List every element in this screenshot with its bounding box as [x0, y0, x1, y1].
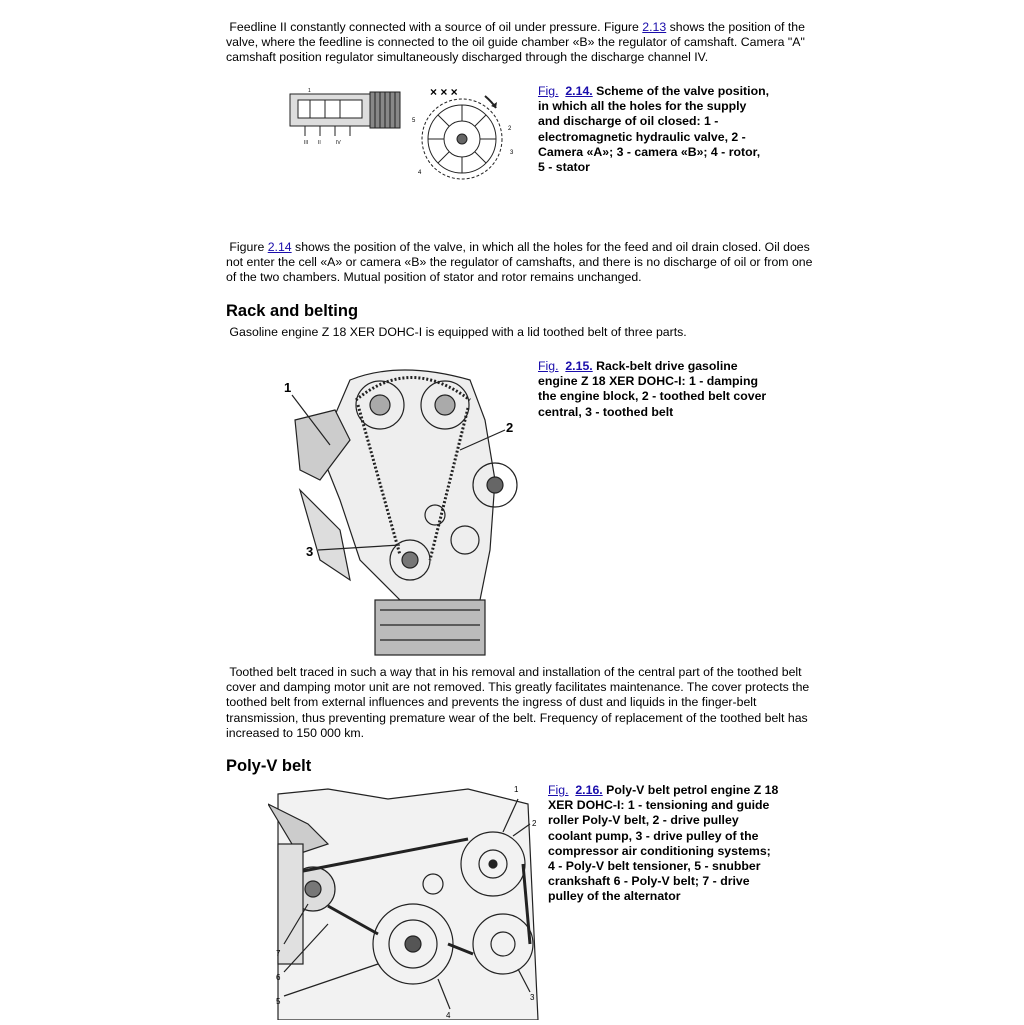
paragraph-text: shows the position of the valve, where the feedline is connected to the oil guide chamber «B» the regulator of camshaft. Camera "A" camshaft position regulator simultaneously discharged through the discharge channel IV. — [226, 20, 805, 65]
figure-link-label[interactable]: Fig. — [538, 84, 559, 98]
paragraph-text: Toothed belt traced in such a way that in his removal and installation of the central part of the toothed belt cover and damping motor unit are not removed. This greatly facilitates maintenance. The cover protects the toothed belt from external influences and prevents the ingress of dust and liquids in the finger-belt transmission, thus preventing premature wear of the belt. Frequency of replacement of the toothed belt has increased to 150 000 km. — [226, 665, 810, 740]
section-heading-rack: Rack and belting — [226, 302, 359, 320]
paragraph-feedline — [226, 20, 826, 66]
paragraph-rack-intro — [226, 325, 826, 340]
section-heading-polyv: Poly-V belt — [226, 757, 312, 775]
figure-2-15-caption — [538, 359, 768, 420]
figure-link-2-14[interactable]: 2.14 — [267, 240, 292, 254]
figure-number[interactable]: 2.14. — [565, 84, 593, 98]
caption-text: Rack-belt drive gasoline engine Z 18 XER DOHC-I: 1 - damping the engine block, 2 - toothed belt cover central, 3 - toothed belt — [538, 359, 767, 419]
figure-2-16-image — [268, 784, 548, 1020]
figure-label: 1 — [284, 380, 292, 395]
figure-label: 4 — [418, 170, 422, 176]
paragraph-text: Gasoline engine Z 18 XER DOHC-I is equipped with a lid toothed belt of three parts. — [229, 325, 687, 339]
caption-text: Poly-V belt petrol engine Z 18 XER DOHC-I: 1 - tensioning and guide roller Poly-V belt, 2 - drive pulley coolant pump, 3 - drive pulley of the compressor air conditioning systems; 4 - Poly-V belt tensioner, 5 - snubber crankshaft 6 - Poly-V belt; 7 - drive pulley of the alternator — [548, 783, 779, 904]
figure-2-15-image — [280, 360, 530, 660]
figure-number[interactable]: 2.16. — [575, 783, 603, 797]
figure-2-16-caption — [548, 783, 780, 905]
figure-link-label[interactable]: Fig. — [548, 783, 569, 797]
figure-label: 4 — [446, 1011, 451, 1020]
figure-link-2-13[interactable]: 2.13 — [642, 20, 667, 34]
figure-label: II — [318, 140, 321, 146]
paragraph-toothed-belt — [226, 665, 826, 741]
paragraph-text: Figure — [229, 240, 268, 254]
figure-label: 6 — [276, 973, 281, 982]
figure-label: 3 — [510, 150, 514, 156]
figure-2-14-image — [280, 84, 520, 184]
figure-label: 7 — [276, 949, 281, 958]
figure-label: 5 — [412, 118, 416, 124]
figure-label: 2 — [532, 819, 537, 828]
caption-text: Scheme of the valve position, in which all the holes for the supply and discharge of oil closed: 1 - electromagnetic hydraulic valve, 2 - Camera «A»; 3 - camera «B»; 4 - rotor, 5 - stator — [538, 84, 770, 175]
figure-link-label[interactable]: Fig. — [538, 359, 559, 373]
paragraph-valve-closed — [226, 240, 826, 286]
paragraph-text: shows the position of the valve, in which all the holes for the feed and oil drain closed. Oil does not enter the cell «A» or camera «B» the regulator of camshafts, and there is no discharge of oil or from one of the two chambers. Mutual position of stator and rotor remains unchanged. — [226, 240, 813, 285]
figure-label: 2 — [506, 420, 514, 435]
figure-label: 5 — [276, 997, 281, 1006]
figure-label: III — [304, 140, 309, 146]
paragraph-text: Feedline II constantly connected with a source of oil under pressure. Figure — [229, 20, 643, 34]
figure-label: 2 — [508, 126, 512, 132]
figure-label: 3 — [306, 544, 314, 559]
figure-label: 1 — [308, 88, 311, 94]
figure-label: 1 — [514, 785, 519, 794]
figure-label: 3 — [530, 993, 535, 1002]
figure-number[interactable]: 2.15. — [565, 359, 593, 373]
figure-2-14-caption — [538, 84, 770, 175]
figure-label: IV — [336, 140, 341, 146]
marks-text: × × × — [430, 85, 458, 99]
